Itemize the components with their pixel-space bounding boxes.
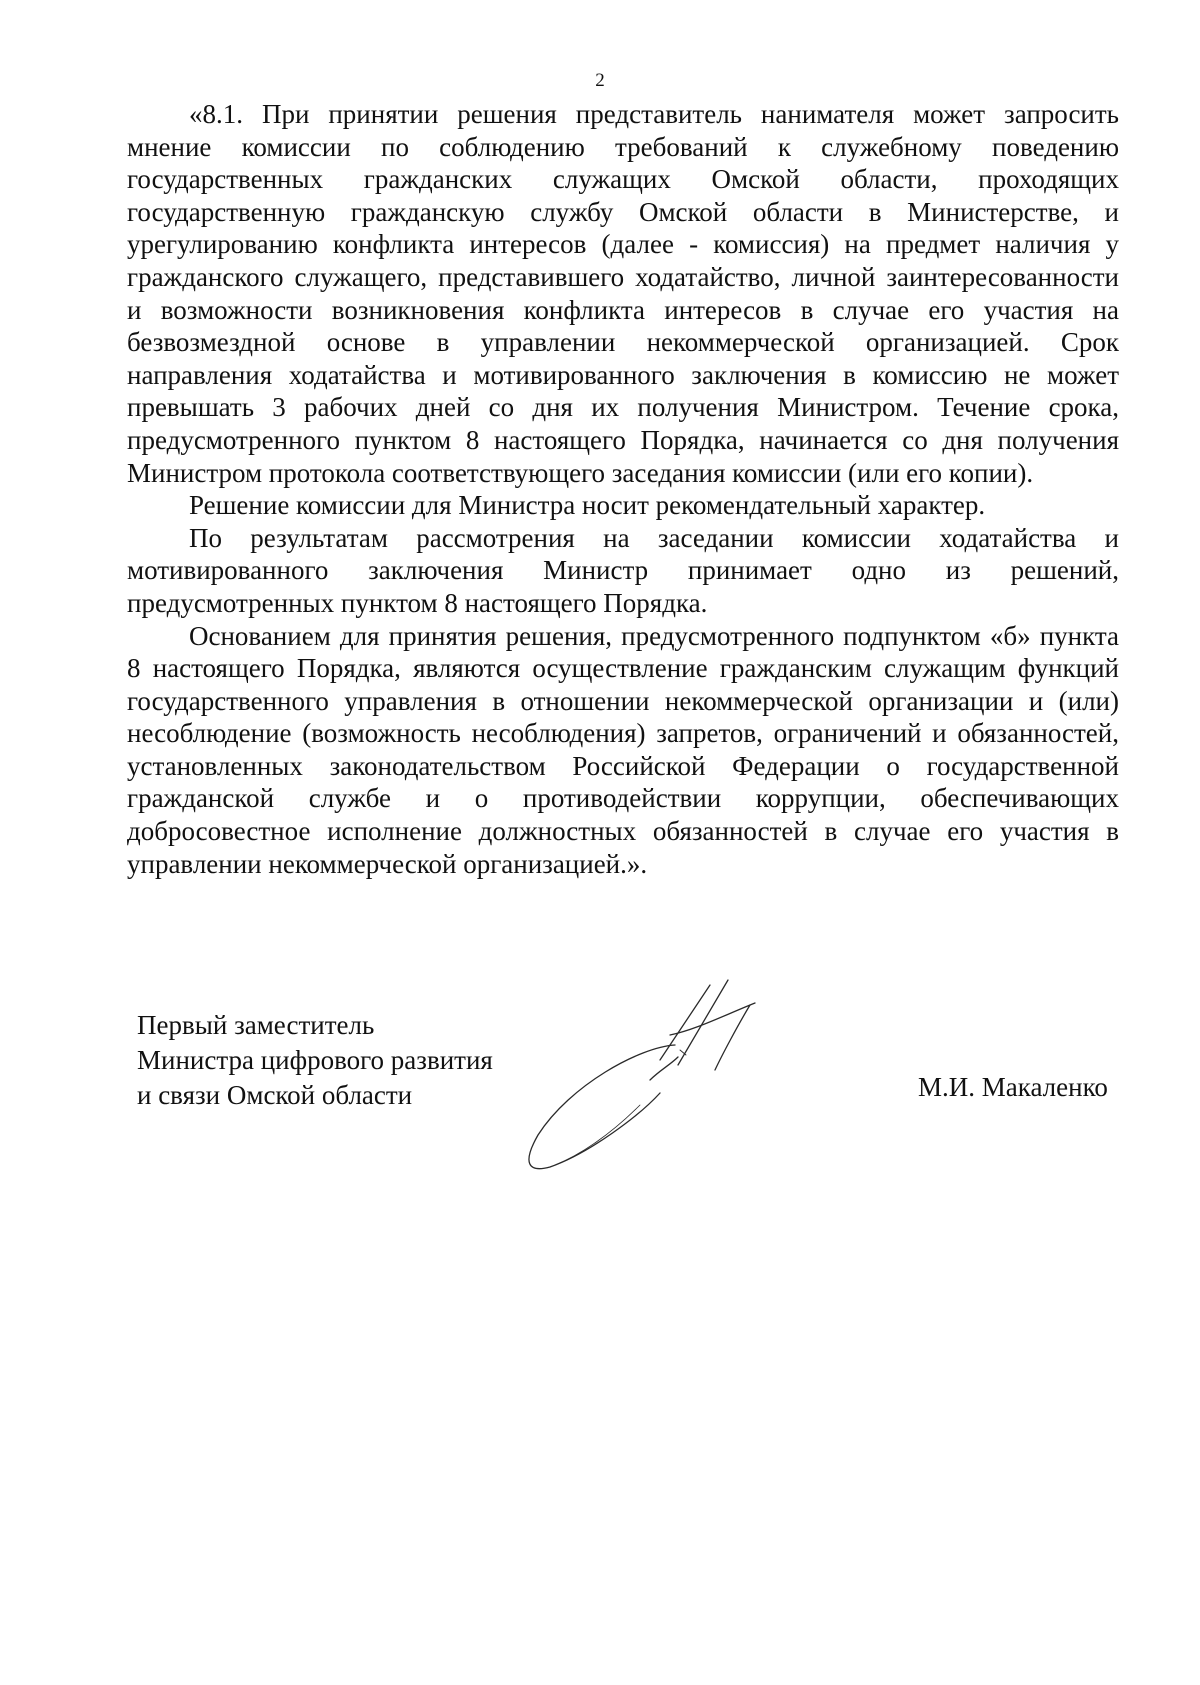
signatory-name: М.И. Макаленко [918,1072,1108,1102]
paragraph-review-results: По результатам рассмотрения на заседании комиссии ходатайства и мотивированного заключения Министр принимает одно из решений, предусмотренных пунктом 8 настоящего Порядка. [127,522,1119,618]
signatory-title [137,1008,493,1113]
signatory-title-line: Министра цифрового развития [137,1045,493,1075]
document-body [127,98,1119,880]
page-number: 2 [595,70,605,91]
signatory-title-line: Первый заместитель [137,1010,375,1040]
signatory-title-line: и связи Омской области [137,1080,413,1110]
paragraph-advisory-decision: Решение комиссии для Министра носит рекомендательный характер. [189,490,986,521]
paragraph-8-1: «8.1. При принятии решения представитель нанимателя может запросить мнение комиссии по соблюдению требований к служебному поведению государственных гражданских служащих Омской области, проходящих государственную гражданскую службу Омской области в Министерстве, и урегулированию конфликта интересов (далее - комиссия) на предмет наличия у гражданского служащего, представившего ходатайство, личной заинтересованности и возможности возникновения конфликта интересов в случае его участия на безвозмездной основе в управлении некоммерческой организацией. Срок направления ходатайства и мотивированного заключения в комиссию не может превышать 3 рабочих дней со дня их получения Министром. Течение срока, предусмотренного пунктом 8 настоящего Порядка, начинается со дня получения Министром протокола соответствующего заседания комиссии (или его копии). [127,99,1119,488]
handwritten-signature-icon [510,975,860,1175]
paragraph-grounds: Основанием для принятия решения, предусмотренного подпунктом «б» пункта 8 настоящего Порядка, являются осуществление гражданским служащим функций государственного управления в отношении некоммерческой организации и (или) несоблюдение (возможность несоблюдения) запретов, ограничений и обязанностей, установленных законодательством Российской Федерации о государственной гражданской службе и о противодействии коррупции, обеспечивающих добросовестное исполнение должностных обязанностей в случае его участия в управлении некоммерческой организацией.». [127,620,1119,879]
